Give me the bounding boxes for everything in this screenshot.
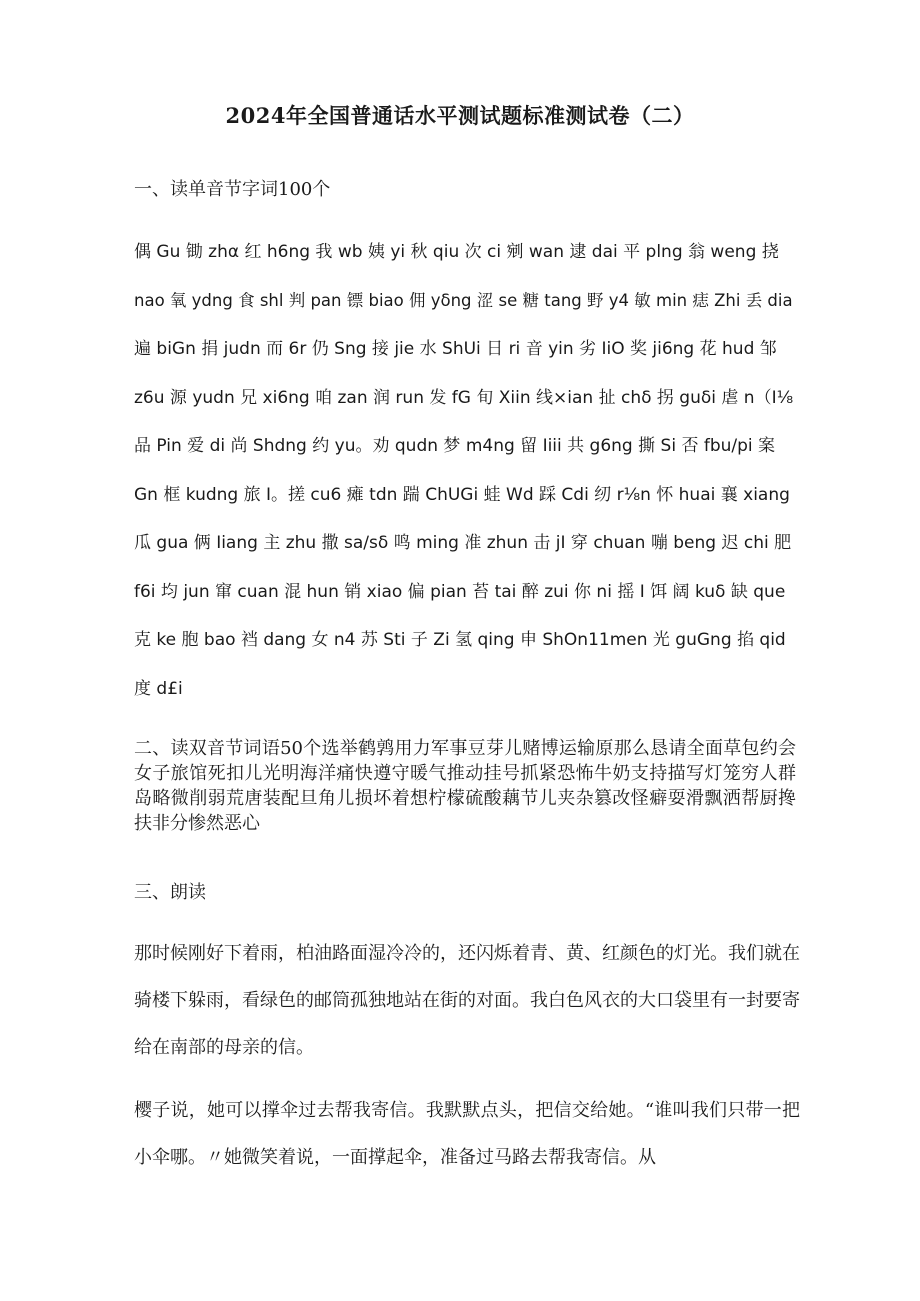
word-list-line: 品 Pin 爱 di 尚 Shdng 约 yu。劝 qudn 梦 m4ng 留 Iiii 共 g6ng 撕 Si 否 fbu/pi 案 <box>134 436 776 456</box>
word-list-line: 遍 biGn 捐 judn 而 6r 仍 Sng 接 jie 水 ShUi 日 ri 音 yin 劣 IiO 奖 ji6ng 花 hud 邹 <box>134 339 777 359</box>
word-list-line: 度 d£i <box>134 678 183 699</box>
word-list-line: Gn 框 kudng 旅 I。搓 cu6 瘫 tdn 踹 ChUGi 蛙 Wd 踩 Cdi 纫 r⅛n 怀 huai 襄 xiang <box>134 484 790 505</box>
word-list-line: z6u 源 yudn 兄 xi6ng 咱 zan 润 run 发 fG 旬 Xiin 线×ian 扯 chδ 拐 guδi 虐 n（I⅛ <box>134 387 794 408</box>
word-list-line: f6i 均 jun 窜 cuan 混 hun 销 xiao 偏 pian 苔 tai 醉 zui 你 ni 摇 I 饵 阔 kuδ 缺 que <box>134 581 786 602</box>
reading-paragraph-1: 那时候刚好下着雨，柏油路面湿冷冷的，还闪烁着青、黄、红颜色的灯光。我们就在骑楼下躲雨，看绿色的邮筒孤独地站在街的对面。我白色风衣的大口袋里有一封要寄给在南部的母亲的信。 <box>134 943 800 1058</box>
word-list-line: nao 氧 ydng 食 shl 判 pan 镖 biao 佣 yδng 涩 se 糖 tang 野 y4 敏 min 痣 Zhi 丢 dia <box>134 290 793 310</box>
word-list-line: 偶 Gu 锄 zhα 红 h6ng 我 wb 姨 yi 秋 qiu 次 ci 剜 wan 逮 dai 平 plng 翁 weng 挠 <box>134 242 779 262</box>
reading-paragraph-2: 樱子说，她可以撑伞过去帮我寄信。我默默点头，把信交给她。“谁叫我们只带一把小伞哪。〃她微笑着说，一面撑起伞，准备过马路去帮我寄信。从 <box>134 1100 800 1168</box>
word-list-line: 瓜 gua 俩 Iiang 主 zhu 撒 sa∕sδ 鸣 ming 准 zhun 击 jI 穿 chuan 嘣 beng 迟 chi 肥 <box>134 533 792 553</box>
document-title: 2024年全国普通话水平测试题标准测试卷（二） <box>225 103 695 128</box>
word-list-line: 克 ke 胞 bao 裆 dang 女 n4 苏 Sti 子 Zi 氢 qing 申 ShOn11men 光 guGng 掐 qid <box>134 630 786 650</box>
single-syllable-word-list <box>134 228 794 713</box>
section-3-heading: 三、朗读 <box>134 882 206 903</box>
double-syllable-word-list: 二、读双音节词语50个选举鹤鹑用力军事豆芽儿赌博运输原那么恳请全面草包约会女子旅馆死扣儿光明海洋痛快遵守暖气推动挂号抓紧恐怖牛奶支持描写灯笼穷人群岛略微削弱荒唐装配旦角儿损坏着想柠檬硫酸藕节儿夹杂篡改怪癖耍滑飘洒帮厨搀扶非分惨然恶心 <box>134 738 796 834</box>
section-1-heading: 一、读单音节字词100个 <box>134 179 331 200</box>
